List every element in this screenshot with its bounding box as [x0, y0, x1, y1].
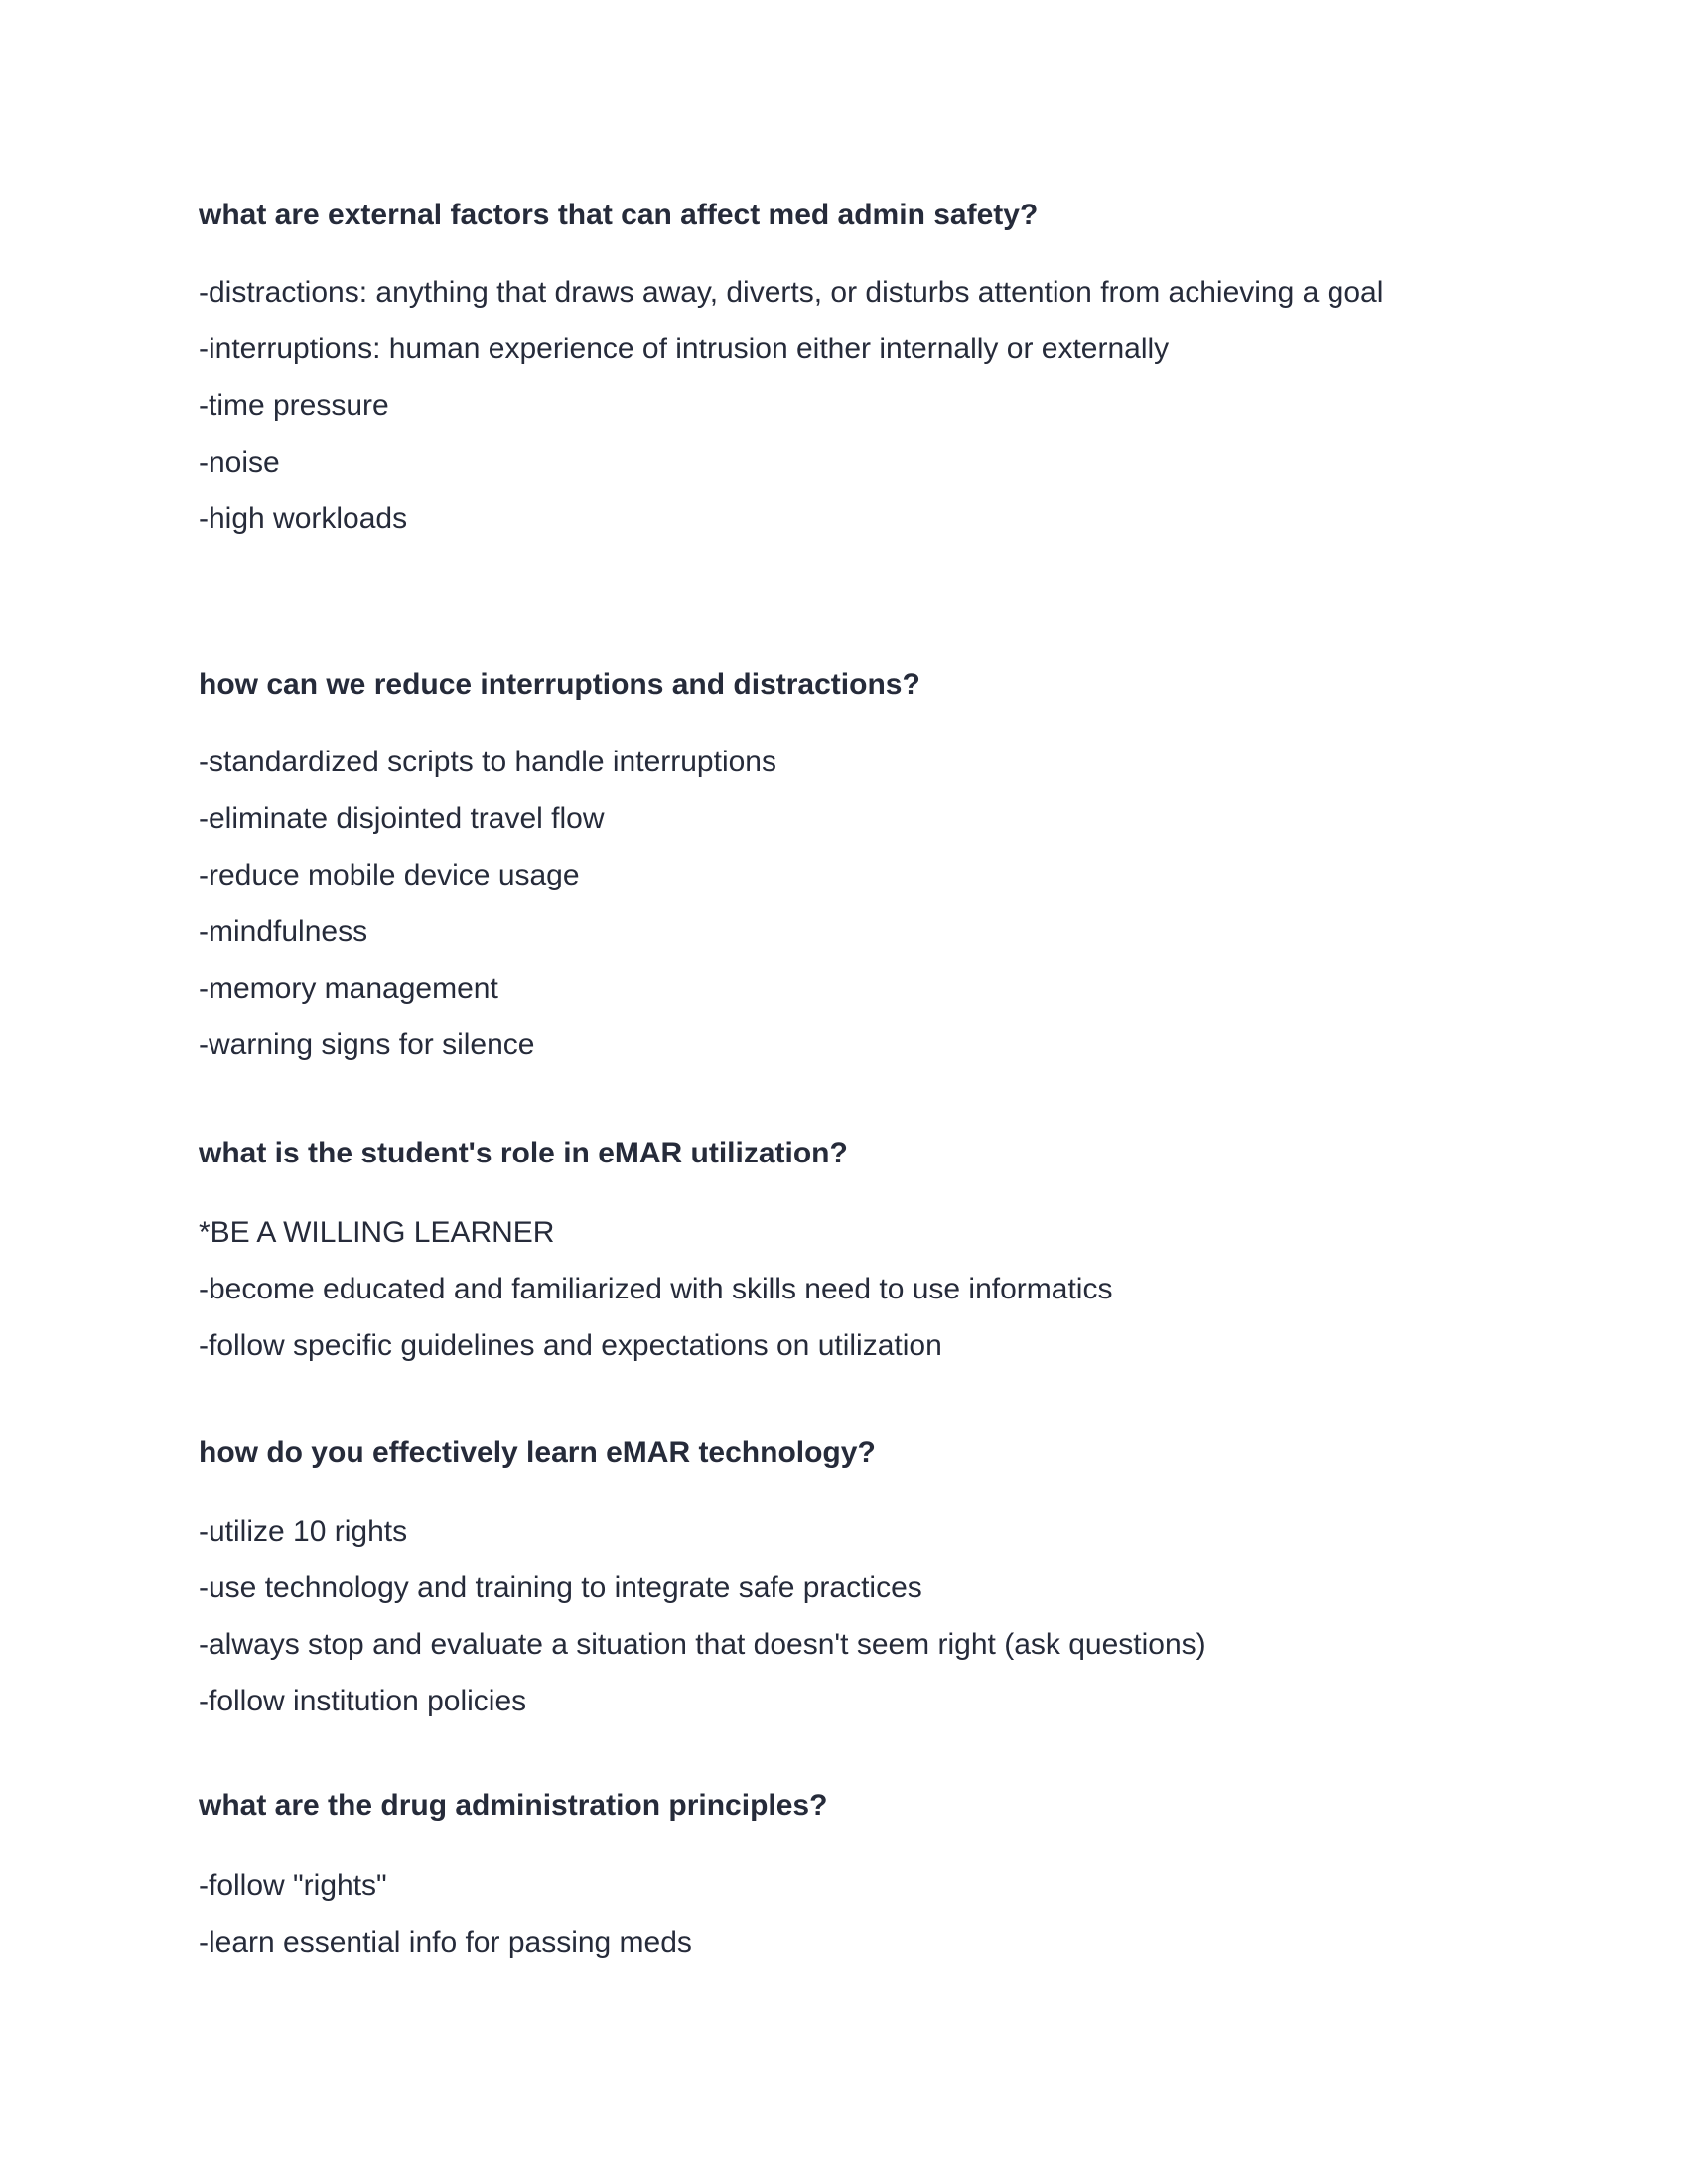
section-heading: how do you effectively learn eMAR technology?: [199, 1436, 876, 1469]
list-item: -reduce mobile device usage: [199, 859, 580, 891]
section-external-factors: [199, 199, 1489, 535]
list-item: -mindfulness: [199, 915, 368, 948]
item-list: [199, 1503, 1489, 1729]
list-item: -follow specific guidelines and expectations on utilization: [199, 1329, 942, 1362]
list-item: -follow institution policies: [199, 1685, 527, 1717]
list-item: -learn essential info for passing meds: [199, 1926, 692, 1959]
section-heading: what is the student's role in eMAR utilization?: [199, 1137, 848, 1169]
list-item: -utilize 10 rights: [199, 1515, 408, 1548]
item-list: [199, 734, 1489, 1073]
item-list: [199, 1204, 1489, 1374]
section-student-role: [199, 1137, 1489, 1362]
list-item: -follow "rights": [199, 1869, 387, 1902]
section-heading: how can we reduce interruptions and distractions?: [199, 668, 920, 701]
section-heading: what are the drug administration principles?: [199, 1789, 828, 1822]
list-item: -warning signs for silence: [199, 1028, 535, 1061]
item-list: [199, 264, 1489, 547]
section-reduce-interruptions: [199, 668, 1489, 1061]
section-learn-emar: [199, 1436, 1489, 1717]
section-heading: what are external factors that can affect med admin safety?: [199, 199, 1039, 231]
list-item: -noise: [199, 446, 280, 478]
list-item: -interruptions: human experience of intrusion either internally or externally: [199, 333, 1170, 365]
list-item: *BE A WILLING LEARNER: [199, 1216, 555, 1249]
list-item: -high workloads: [199, 502, 408, 535]
list-item: -distractions: anything that draws away, diverts, or disturbs attention from achieving a goal: [199, 276, 1384, 309]
section-drug-admin-principles: [199, 1789, 1489, 1959]
list-item: -eliminate disjointed travel flow: [199, 802, 605, 835]
list-item: -always stop and evaluate a situation that doesn't seem right (ask questions): [199, 1628, 1206, 1661]
list-item: -memory management: [199, 972, 498, 1005]
list-item: -use technology and training to integrate safe practices: [199, 1571, 922, 1604]
list-item: -standardized scripts to handle interruptions: [199, 746, 776, 778]
list-item: -become educated and familiarized with skills need to use informatics: [199, 1273, 1113, 1305]
list-item: -time pressure: [199, 389, 389, 422]
item-list: [199, 1857, 1489, 1971]
